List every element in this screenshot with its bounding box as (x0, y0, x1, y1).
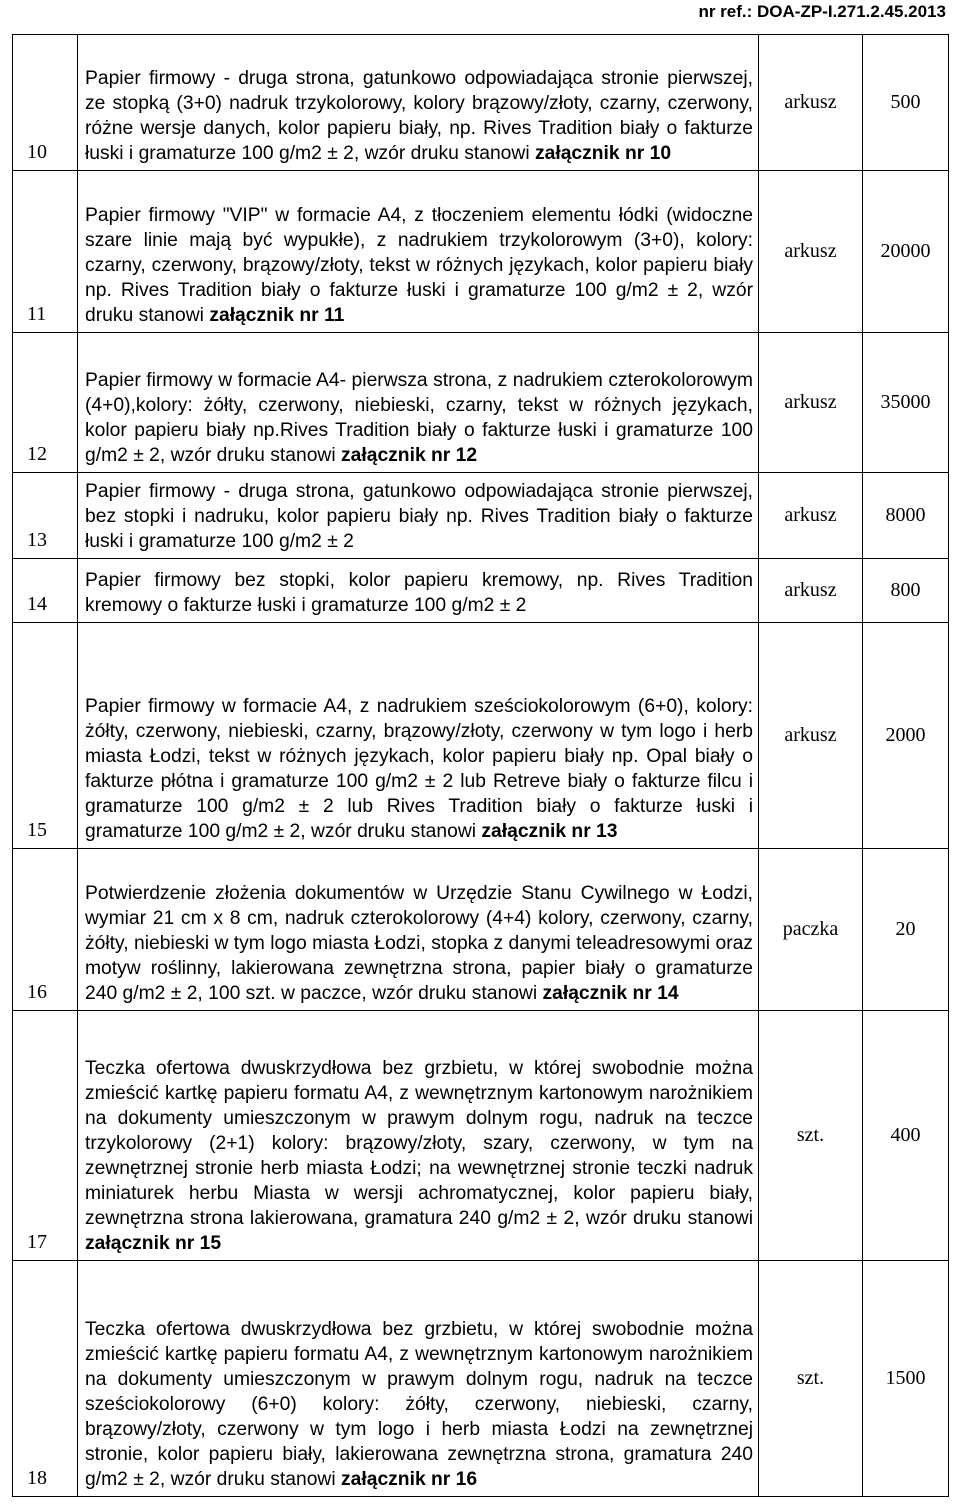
quantity: 2000 (863, 623, 949, 849)
unit-of-measure: paczka (759, 849, 863, 1011)
table-row (13, 333, 949, 473)
quantity: 20 (863, 849, 949, 1011)
table-row (13, 1011, 949, 1261)
table-row (13, 559, 949, 623)
item-description: Papier firmowy - druga strona, gatunkowo odpowiadająca stronie pierwszej, ze stopką (3+0) nadruk trzykolorowy, kolory brązowy/złoty, czarny, czerwony, różne wersje danych, kolor papieru biały, np. Rives Tradition biały o fakturze łuski i gramaturze 100 g/m2 ± 2, wzór druku stanowi załącznik nr 10 (78, 35, 759, 171)
row-number: 15 (13, 623, 78, 849)
row-number: 17 (13, 1011, 78, 1261)
attachment-ref: załącznik nr 13 (481, 821, 618, 842)
quantity: 800 (863, 559, 949, 623)
attachment-ref: załącznik nr 16 (341, 1469, 478, 1490)
item-description: Papier firmowy w formacie A4, z nadrukiem sześciokolorowym (6+0), kolory: żółty, czerwony, niebieski, czarny, brązowy/złoty, czerwony w tym logo i herb miasta Łodzi, tekst w różnych językach, kolor papieru biały np. Opal biały o fakturze płótna i gramaturze 100 g/m2 ± 2 lub Retreve biały o fakturze filcu i gramaturze 100 g/m2 ± 2 lub Rives Tradition biały o fakturze łuski i gramaturze 100 g/m2 ± 2, wzór druku stanowi załącznik nr 13 (78, 623, 759, 849)
table-row (13, 473, 949, 559)
attachment-ref: załącznik nr 11 (209, 305, 345, 326)
item-description: Teczka ofertowa dwuskrzydłowa bez grzbietu, w której swobodnie można zmieścić kartkę papieru formatu A4, z wewnętrznym kartonowym narożnikiem na dokumenty umieszczonym w prawym dolnym rogu, nadruk na teczce sześciokolorowy (6+0) kolory: żółty, czerwony, niebieski, czarny, brązowy/złoty, czerwony w tym logo i herb miasta Łodzi na zewnętrznej stronie, kolor papieru biały, lakierowana zewnętrzna strona, gramatura 240 g/m2 ± 2, wzór druku stanowi załącznik nr 16 (78, 1261, 759, 1497)
document-reference-number: nr ref.: DOA-ZP-I.271.2.45.2013 (698, 2, 946, 21)
table-row (13, 171, 949, 333)
unit-of-measure: arkusz (759, 473, 863, 559)
quantity: 500 (863, 35, 949, 171)
row-number: 12 (13, 333, 78, 473)
attachment-ref: załącznik nr 14 (542, 983, 679, 1004)
attachment-ref: załącznik nr 15 (85, 1233, 222, 1254)
table-row (13, 1261, 949, 1497)
quantity: 20000 (863, 171, 949, 333)
row-number: 11 (13, 171, 78, 333)
quantity: 1500 (863, 1261, 949, 1497)
row-number: 16 (13, 849, 78, 1011)
item-description: Papier firmowy w formacie A4- pierwsza strona, z nadrukiem czterokolorowym (4+0),kolory: żółty, czerwony, niebieski, czarny, tekst w różnych językach, kolor papieru biały np.Rives Tradition biały o fakturze łuski i gramaturze 100 g/m2 ± 2, wzór druku stanowi załącznik nr 12 (78, 333, 759, 473)
unit-of-measure: arkusz (759, 559, 863, 623)
unit-of-measure: arkusz (759, 171, 863, 333)
table-row (13, 35, 949, 171)
unit-of-measure: szt. (759, 1261, 863, 1497)
table-row (13, 623, 949, 849)
quantity: 400 (863, 1011, 949, 1261)
item-description: Potwierdzenie złożenia dokumentów w Urzędzie Stanu Cywilnego w Łodzi, wymiar 21 cm x 8 cm, nadruk czterokolorowy (4+4) kolory, czerwony, czarny, żółty, niebieski w tym logo miasta Łodzi, stopka z danymi teleadresowymi oraz motyw roślinny, lakierowana zewnętrzna strona, papier biały o gramaturze 240 g/m2 ± 2, 100 szt. w paczce, wzór druku stanowi załącznik nr 14 (78, 849, 759, 1011)
row-number: 10 (13, 35, 78, 171)
attachment-ref: załącznik nr 10 (534, 143, 672, 164)
unit-of-measure: arkusz (759, 333, 863, 473)
attachment-ref: załącznik nr 12 (341, 445, 478, 466)
quantity: 35000 (863, 333, 949, 473)
quantity: 8000 (863, 473, 949, 559)
specification-table (12, 34, 949, 1497)
item-description: Papier firmowy - druga strona, gatunkowo odpowiadająca stronie pierwszej, bez stopki i nadruku, kolor papieru biały np. Rives Tradition biały o fakturze łuski i gramaturze 100 g/m2 ± 2 (78, 473, 759, 559)
unit-of-measure: arkusz (759, 35, 863, 171)
row-number: 14 (13, 559, 78, 623)
unit-of-measure: szt. (759, 1011, 863, 1261)
item-description: Papier firmowy bez stopki, kolor papieru kremowy, np. Rives Tradition kremowy o fakturze łuski i gramaturze 100 g/m2 ± 2 (78, 559, 759, 623)
table-row (13, 849, 949, 1011)
item-description: Papier firmowy "VIP" w formacie A4, z tłoczeniem elementu łódki (widoczne szare linie mają być wypukłe), z nadrukiem trzykolorowym (3+0), kolory: czarny, czerwony, brązowy/złoty, tekst w różnych językach, kolor papieru biały np. Rives Tradition biały o fakturze łuski i gramaturze 100 g/m2 ± 2, wzór druku stanowi załącznik nr 11 (78, 171, 759, 333)
row-number: 13 (13, 473, 78, 559)
unit-of-measure: arkusz (759, 623, 863, 849)
row-number: 18 (13, 1261, 78, 1497)
item-description: Teczka ofertowa dwuskrzydłowa bez grzbietu, w której swobodnie można zmieścić kartkę papieru formatu A4, z wewnętrznym kartonowym narożnikiem na dokumenty umieszczonym w prawym dolnym rogu, nadruk na teczce trzykolorowy (2+1) kolory: brązowy/złoty, szary, czerwony, w tym na zewnętrznej stronie herb miasta Łodzi; na wewnętrznej stronie teczki nadruk miniaturek herbu Miasta w wersji achromatycznej, kolor papieru biały, zewnętrzna strona lakierowana, gramatura 240 g/m2 ± 2, wzór druku stanowi załącznik nr 15 (78, 1011, 759, 1261)
